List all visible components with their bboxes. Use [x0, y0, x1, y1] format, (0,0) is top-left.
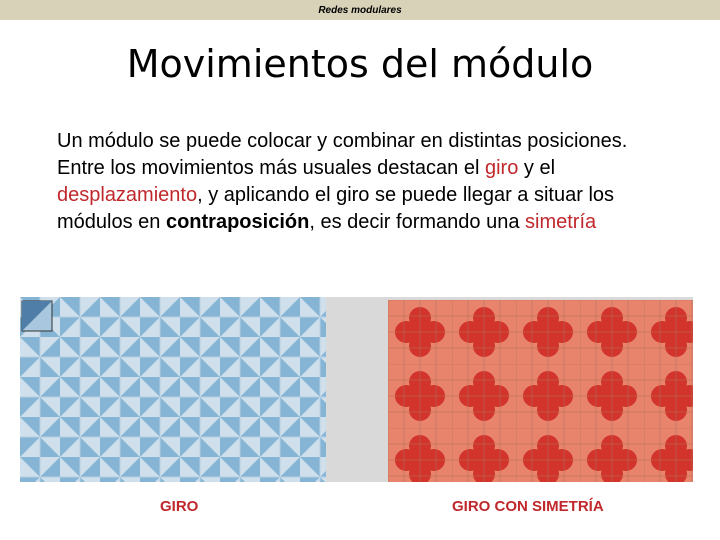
body-text-2: y el [518, 157, 556, 179]
slide-title: Movimientos del módulo [126, 42, 594, 86]
term-simetria: simetría [525, 211, 597, 233]
header-bar [0, 0, 720, 20]
caption-giro: GIRO [160, 498, 199, 515]
body-text-1: Un módulo se puede colocar y combinar en distintas posiciones. Entre los movimientos más usuales destacan el [57, 130, 628, 179]
giro-pattern-image [20, 297, 326, 482]
term-giro: giro [484, 157, 519, 179]
term-desplazamiento: desplazamiento [57, 184, 198, 206]
body-text-4: , es decir formando una [309, 211, 526, 233]
highlighted-module [22, 301, 52, 331]
header-title: Redes modulares [318, 4, 402, 16]
giro-simetria-pattern-image [388, 300, 693, 482]
example-images [20, 297, 693, 482]
body-paragraph [57, 128, 677, 236]
term-contraposicion: contraposición [165, 211, 310, 233]
caption-giro-con-simetria: GIRO CON SIMETRÍA [452, 498, 604, 515]
body-text-3: , y aplicando el giro se puede llegar a situar los módulos en [57, 184, 615, 233]
